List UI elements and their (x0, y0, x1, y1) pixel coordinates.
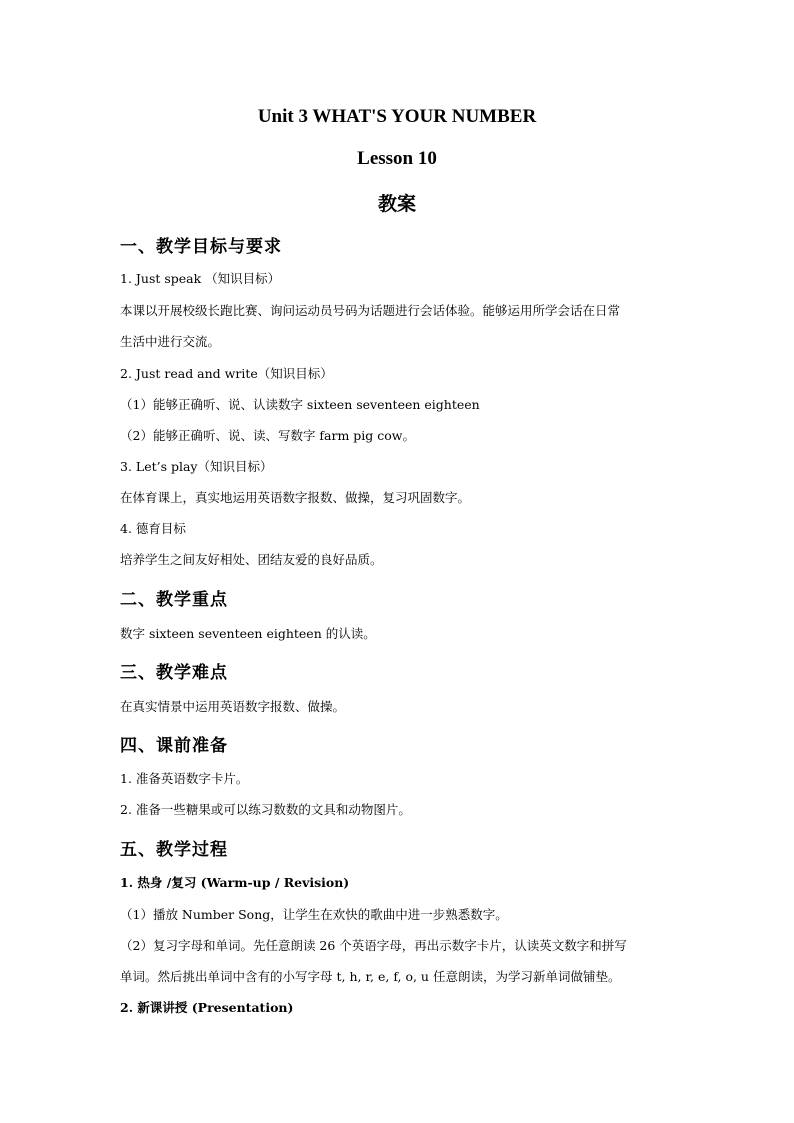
unit-title: Unit 3 WHAT'S YOUR NUMBER (257, 106, 537, 127)
objective-line: 2. Just read and write（知识目标） (120, 366, 333, 381)
preparation-item: 2. 准备一些糖果或可以练习数数的文具和动物图片。 (120, 802, 411, 817)
step-warm-up-title: 1. 热身 /复习 (Warm-up / Revision) (120, 875, 350, 890)
objective-line: 1. Just speak （知识目标） (120, 271, 281, 286)
preparation-item: 1. 准备英语数字卡片。 (120, 771, 249, 786)
objective-line: 培养学生之间友好相处、团结友爱的良好品质。 (120, 552, 383, 567)
section-heading-key-points: 二、教学重点 (120, 590, 228, 610)
lesson-title: Lesson 10 (357, 148, 437, 169)
process-line: 单词。然后挑出单词中含有的小写字母 t, h, r, e, f, o, u 任意朗读，为学习新单词做铺垫。 (120, 969, 621, 984)
difficulties-text: 在真实情景中运用英语数字报数、做操。 (120, 699, 346, 714)
section-heading-preparation: 四、课前准备 (120, 736, 228, 756)
objective-line: 3. Let’s play（知识目标） (120, 459, 273, 474)
step-presentation-title: 2. 新课讲授 (Presentation) (120, 1000, 294, 1015)
section-heading-difficulties: 三、教学难点 (120, 663, 228, 683)
process-line: （1）播放 Number Song，让学生在欢快的歌曲中进一步熟悉数字。 (120, 907, 508, 922)
objective-line: 在体育课上，真实地运用英语数字报数、做操，复习巩固数字。 (120, 490, 471, 505)
objective-line: （1）能够正确听、说、认读数字 sixteen seventeen eighteen (120, 397, 480, 412)
objective-line: 本课以开展校级长跑比赛、询问运动员号码为话题进行会话体验。能够运用所学会话在日常 (120, 303, 621, 318)
objective-line: 4. 德育目标 (120, 521, 186, 536)
section-heading-objectives: 一、教学目标与要求 (120, 237, 282, 257)
key-points-text: 数字 sixteen seventeen eighteen 的认读。 (120, 626, 376, 641)
objective-line: （2）能够正确听、说、读、写数字 farm pig cow。 (120, 428, 416, 443)
doc-type-title: 教案 (377, 193, 416, 215)
objective-line: 生活中进行交流。 (120, 334, 221, 349)
section-heading-process: 五、教学过程 (120, 840, 228, 860)
process-line: （2）复习字母和单词。先任意朗读 26 个英语字母，再出示数字卡片，认读英文数字和拼写 (120, 938, 627, 953)
